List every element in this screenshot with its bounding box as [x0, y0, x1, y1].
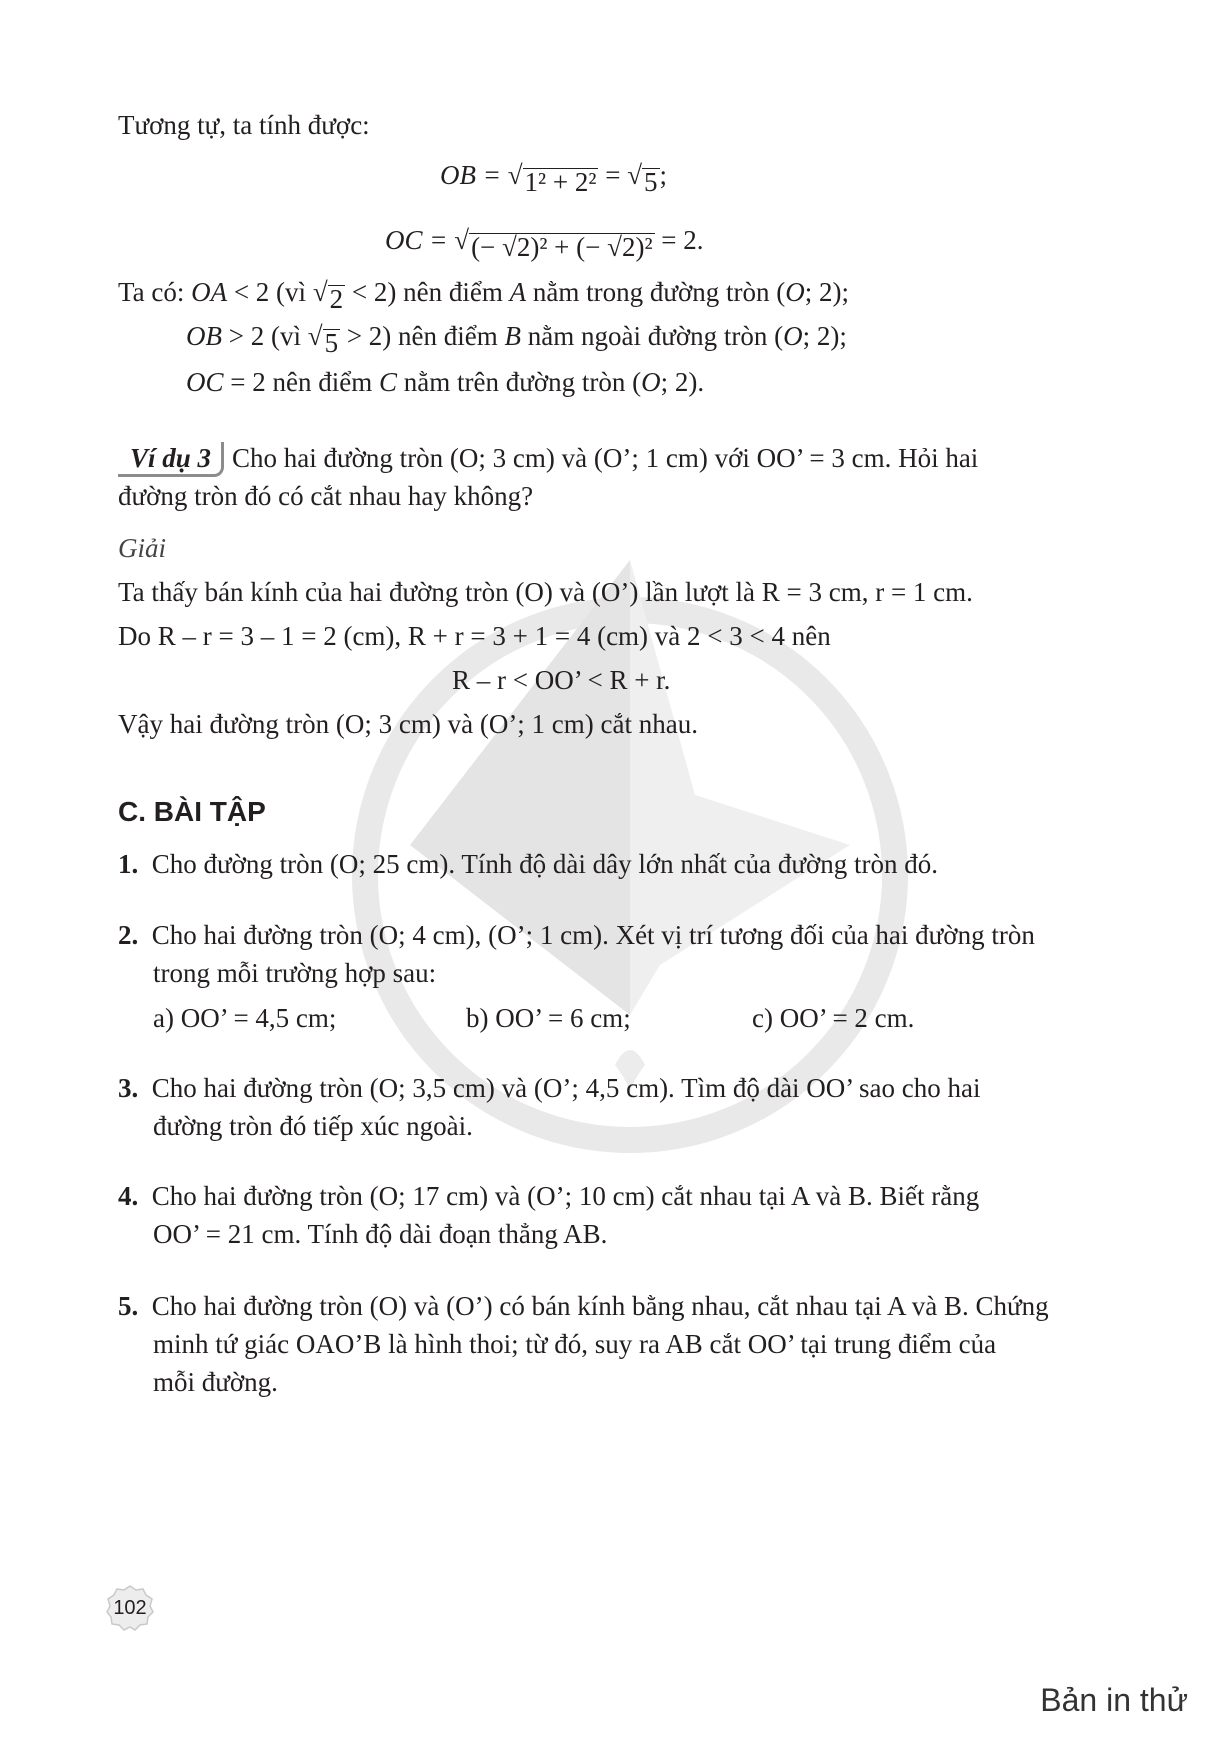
exercise-5-line-3: mỗi đường.: [153, 1367, 278, 1397]
comparison-oc: OC = 2 nên điểm C nằm trên đường tròn (O; 2).: [186, 367, 705, 397]
page-number: 102: [113, 1597, 147, 1619]
intro-text: Tương tự, ta tính được:: [118, 110, 370, 140]
example3-first-line: Ví dụ 3 Cho hai đường tròn (O; 3 cm) và (O’; 1 cm) với OO’ = 3 cm. Hỏi hai: [118, 438, 978, 478]
example3-second-line: đường tròn đó có cắt nhau hay không?: [118, 481, 534, 511]
exercise-4: 4. Cho hai đường tròn (O; 17 cm) và (O’; 10 cm) cắt nhau tại A và B. Biết rằng: [118, 1181, 980, 1211]
exercise-2-option-b: b) OO’ = 6 cm;: [466, 1003, 631, 1033]
example-label: Ví dụ 3: [118, 442, 224, 477]
exercise-4-line-2: OO’ = 21 cm. Tính độ dài đoạn thẳng AB.: [153, 1219, 608, 1249]
formula-ob: OB = √ 1² + 2² = √ 5 ;: [440, 160, 668, 197]
exercise-5-line-2: minh tứ giác OAO’B là hình thoi; từ đó, suy ra AB cắt OO’ tại trung điểm của: [153, 1329, 997, 1359]
solution-label: Giải: [118, 533, 167, 563]
formula-oc: OC = √ (− √2)² + (− √2)² = 2.: [385, 225, 704, 262]
solution-inequality: R – r < OO’ < R + r.: [452, 665, 671, 695]
solution-line-2: Do R – r = 3 – 1 = 2 (cm), R + r = 3 + 1 = 4 (cm) và 2 < 3 < 4 nên: [118, 621, 831, 651]
solution-conclusion: Vậy hai đường tròn (O; 3 cm) và (O’; 1 cm) cắt nhau.: [118, 709, 698, 739]
exercise-2-option-c: c) OO’ = 2 cm.: [752, 1003, 915, 1033]
exercise-2: 2. Cho hai đường tròn (O; 4 cm), (O’; 1 cm). Xét vị trí tương đối của hai đường tròn: [118, 920, 1035, 950]
exercise-3: 3. Cho hai đường tròn (O; 3,5 cm) và (O’; 4,5 cm). Tìm độ dài OO’ sao cho hai: [118, 1073, 981, 1103]
section-heading: C. BÀI TẬP: [118, 796, 266, 827]
exercise-1: 1. Cho đường tròn (O; 25 cm). Tính độ dài dây lớn nhất của đường tròn đó.: [118, 849, 938, 879]
comparison-ob: OB > 2 (vì √ 5 > 2) nên điểm B nằm ngoài đường tròn (O; 2);: [186, 321, 847, 358]
exercise-5: 5. Cho hai đường tròn (O) và (O’) có bán kính bằng nhau, cắt nhau tại A và B. Chứng: [118, 1291, 1049, 1321]
solution-line-1: Ta thấy bán kính của hai đường tròn (O) và (O’) lần lượt là R = 3 cm, r = 1 cm.: [118, 577, 973, 607]
exercise-2-option-a: a) OO’ = 4,5 cm;: [153, 1003, 337, 1033]
comparison-oa: Ta có: OA < 2 (vì √ 2 < 2) nên điểm A nằm trong đường tròn (O; 2);: [118, 277, 849, 314]
exercise-2-line-2: trong mỗi trường hợp sau:: [153, 958, 437, 988]
draft-print-label: Bản in thử: [1040, 1682, 1188, 1718]
exercise-3-line-2: đường tròn đó tiếp xúc ngoài.: [153, 1111, 473, 1141]
